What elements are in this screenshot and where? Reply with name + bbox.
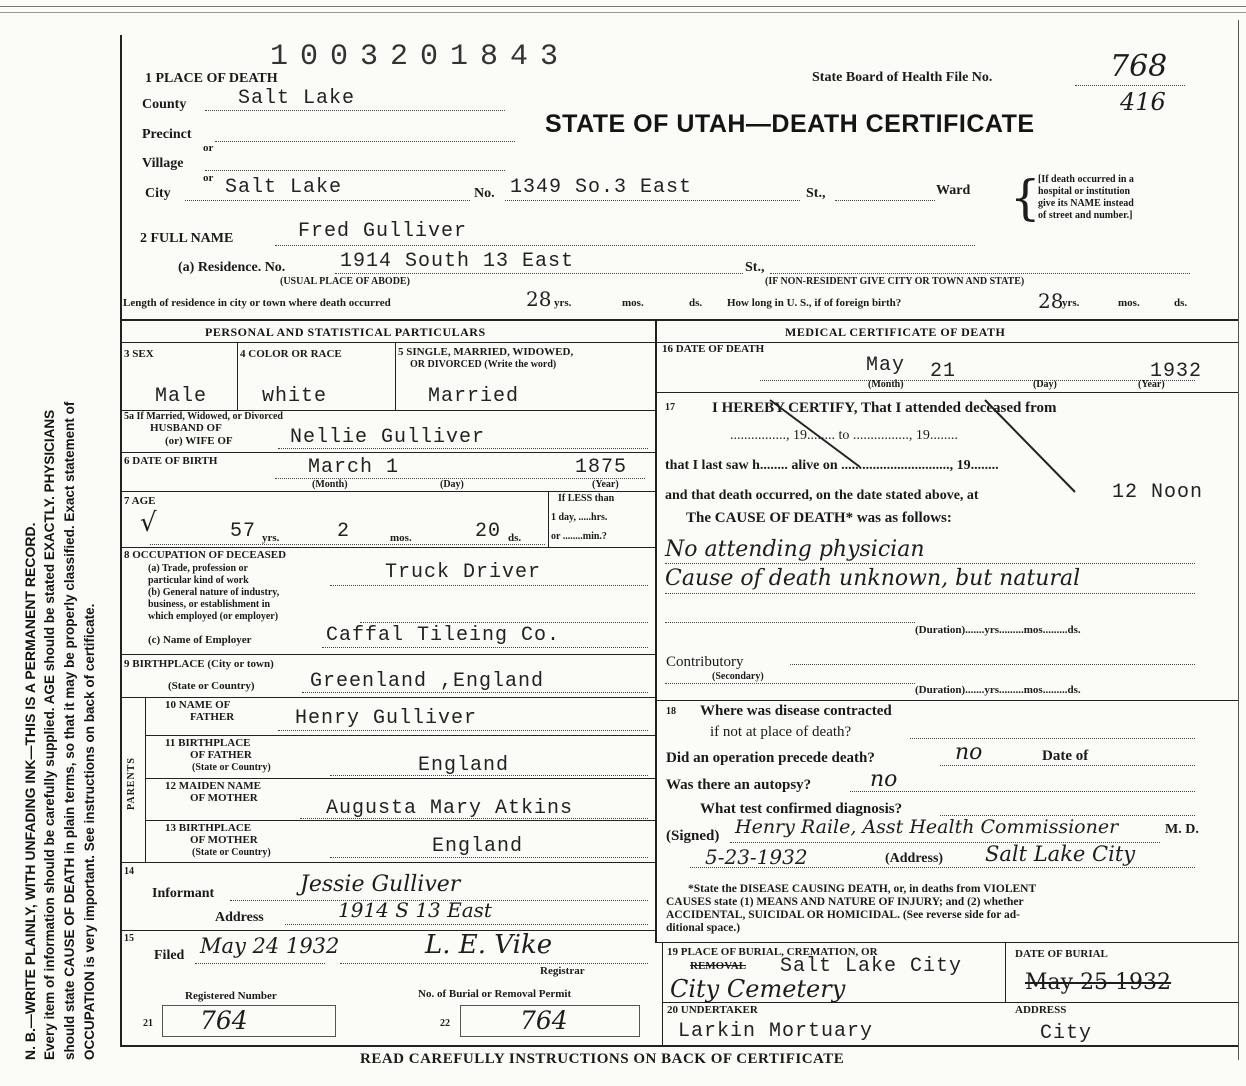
occupation-b-2: business, or establishment in (148, 599, 271, 610)
cause-label: The CAUSE OF DEATH* was as follows: (686, 510, 952, 526)
margin-note-4: OCCUPATION is very important. See instructions on back of certificate. (82, 603, 97, 1060)
length-yrs-label: yrs. (554, 297, 572, 309)
mother-line (300, 818, 648, 819)
nonresident-note: (IF NON-RESIDENT GIVE CITY OR TOWN AND STATE) (765, 276, 1025, 287)
father-bp-label-3: (State or Country) (192, 762, 271, 773)
death-month-caption: (Month) (868, 379, 904, 390)
birthplace-line (302, 692, 648, 693)
street-line (505, 200, 800, 201)
registrar-signature: L. E. Vike (425, 930, 553, 960)
marital-value: Married (428, 385, 520, 408)
burial-date-label: DATE OF BURIAL (1015, 948, 1108, 960)
row-informant-bottom (120, 930, 655, 931)
residence-line (335, 273, 743, 274)
birthplace-label: 9 BIRTHPLACE (City or town) (124, 658, 274, 670)
duration-1: (Duration).......yrs.........mos.........ds. (915, 624, 1081, 636)
occupation-b-3: which employed (or employer) (148, 611, 279, 622)
employer-value: Caffal Tileing Co. (326, 624, 561, 647)
where-number: 18 (666, 706, 676, 717)
father-label-2: FATHER (190, 711, 235, 723)
father-bp-line (330, 775, 648, 776)
undertaker-label: 20 UNDERTAKER (667, 1004, 758, 1016)
brace: { (1010, 170, 1041, 226)
undertaker-address-label: ADDRESS (1015, 1004, 1067, 1016)
village-line (205, 170, 505, 171)
color-label: 4 COLOR OR RACE (240, 348, 342, 360)
row-burial-bottom (662, 1002, 1238, 1003)
where-contracted-2: if not at place of death? (710, 724, 852, 740)
less-than-2: 1 day, .....hrs. (551, 512, 608, 523)
where-contracted-1: Where was disease contracted (700, 703, 892, 719)
mother-bp-value: England (432, 835, 524, 858)
burial-date-divider (1005, 942, 1006, 1002)
age-label: 7 AGE (124, 495, 156, 507)
or-2: or (203, 172, 214, 184)
note-3: ACCIDENTAL, SUICIDAL OR HOMICIDAL. (See reverse side for ad- (666, 909, 1020, 921)
foreign-years: 28 (1038, 289, 1064, 313)
row-occupation-bottom (120, 654, 655, 655)
abode-note: (USUAL PLACE OF ABODE) (280, 276, 410, 287)
burial-label-2: REMOVAL (690, 960, 747, 972)
contributory-rule-2 (665, 683, 915, 684)
mother-bp-label-2: OF MOTHER (190, 834, 258, 846)
row-mother-bp-bottom (120, 862, 655, 863)
row-burial-top (655, 942, 1238, 943)
cause-line-3-rule (665, 622, 915, 623)
dob-month-day: March 1 (308, 456, 400, 479)
less-than-3: or ........min.? (551, 531, 607, 542)
burial-permit-label: No. of Burial or Removal Permit (418, 988, 572, 1000)
undertaker-address: City (1040, 1022, 1093, 1045)
scan-edge-top-2 (0, 12, 1246, 13)
county-line (205, 110, 505, 111)
ward-pre-line (835, 200, 935, 201)
filed-number: 15 (124, 933, 134, 944)
registered-number-label: Registered Number (185, 990, 277, 1002)
cause-line-1-rule (665, 563, 1195, 564)
right-frame (1238, 20, 1239, 1060)
row-father-bottom (145, 735, 655, 736)
certify-text: I HEREBY CERTIFY, That I attended deceased from (712, 400, 1057, 416)
sex-divider (237, 342, 238, 410)
autopsy-rule (850, 791, 1195, 792)
foreign-ds-label: ds. (1174, 297, 1188, 309)
medical-heading: MEDICAL CERTIFICATE OF DEATH (785, 325, 1006, 339)
age-months: 2 (337, 520, 351, 543)
hospital-note-3: give its NAME instead (1038, 198, 1134, 209)
death-occurred: and that death occurred, on the date stated above, at (665, 488, 979, 503)
st-label: St., (806, 186, 826, 201)
precinct-label: Precinct (142, 127, 192, 142)
spouse-label-3: (or) WIFE OF (165, 435, 233, 447)
file-number-secondary: 416 (1120, 88, 1166, 116)
left-frame (120, 35, 122, 1045)
filed-label: Filed (154, 948, 185, 963)
burial-outer-left (662, 942, 663, 1045)
age-days: 20 (475, 520, 502, 543)
certify-number: 17 (665, 402, 675, 413)
filed-line (195, 963, 325, 964)
signed-address-label: (Address) (885, 851, 944, 866)
mother-bp-label-1: 13 BIRTHPLACE (165, 822, 252, 834)
hospital-note-1: [If death occurred in a (1038, 174, 1134, 185)
signed-address: Salt Lake City (985, 842, 1136, 866)
ward-label: Ward (936, 183, 971, 198)
length-mos-label: mos. (622, 297, 644, 309)
full-name-value: Fred Gulliver (298, 220, 468, 243)
mother-bp-label-3: (State or Country) (192, 847, 271, 858)
file-number-label: State Board of Health File No. (812, 70, 993, 85)
informant-address-value: 1914 S 13 East (338, 898, 492, 922)
attended-dates: ................, 19........ to ................, 19........ (730, 428, 958, 443)
cause-line-2: Cause of death unknown, but natural (665, 566, 1081, 591)
death-month: May (866, 354, 906, 377)
personal-head-line (120, 342, 655, 343)
father-value: Henry Gulliver (295, 707, 478, 730)
parents-divider (145, 697, 146, 862)
sex-value: Male (155, 385, 208, 408)
age-mos-label: mos. (390, 532, 412, 544)
mother-value: Augusta Mary Atkins (326, 797, 574, 820)
mother-bp-line (330, 857, 648, 858)
cause-line-1: No attending physician (665, 537, 925, 562)
grid-top (120, 319, 1238, 321)
father-label-1: 10 NAME OF (165, 699, 231, 711)
spouse-label-2: HUSBAND OF (150, 422, 222, 434)
or-1: or (203, 142, 214, 154)
registrar-line (340, 963, 648, 964)
occupation-a-2: particular kind of work (148, 575, 249, 586)
burial-permit-number: 764 (520, 1006, 568, 1035)
residence-st-label: St., (745, 260, 765, 275)
undertaker-value: Larkin Mortuary (678, 1020, 874, 1043)
street-value: 1349 So.3 East (510, 176, 693, 199)
death-time: 12 Noon (1112, 481, 1204, 504)
footer-bottom-line (120, 1045, 1238, 1047)
informant-address-label: Address (215, 910, 264, 925)
city-label: City (145, 186, 171, 201)
certificate-title: STATE OF UTAH—DEATH CERTIFICATE (545, 110, 1035, 138)
length-residence-label: Length of residence in city or town where death occurred (123, 297, 391, 309)
occupation-b-1: (b) General nature of industry, (148, 587, 280, 598)
autopsy-value: no (870, 767, 898, 792)
age-less-divider (548, 491, 549, 547)
employer-line (322, 647, 648, 648)
death-year-caption: (Year) (1138, 379, 1165, 390)
informant-value: Jessie Gulliver (300, 872, 461, 897)
residence-value: 1914 South 13 East (340, 250, 575, 273)
full-name-line (275, 245, 975, 246)
color-value: white (262, 385, 328, 408)
signed-value: Henry Raile, Asst Health Commissioner (735, 816, 1119, 838)
operation-rule (940, 765, 1195, 766)
operation-value: no (955, 740, 983, 765)
marital-label-1: 5 SINGLE, MARRIED, WIDOWED, (398, 346, 574, 358)
county-label: County (142, 97, 187, 112)
age-yrs-label: yrs. (262, 532, 280, 544)
street-no-label: No. (474, 186, 495, 201)
age-years: 57 (230, 520, 257, 543)
employer-label: (c) Name of Employer (148, 634, 252, 646)
contributory-label: Contributory (666, 654, 744, 670)
city-value: Salt Lake (225, 176, 343, 199)
date-of-death-label: 16 DATE OF DEATH (662, 343, 765, 355)
death-date-line (760, 380, 1195, 381)
row-father-bp-bottom (145, 778, 655, 779)
father-line (278, 730, 648, 731)
informant-number: 14 (124, 866, 134, 877)
contributory-rule (790, 664, 1195, 665)
dob-label: 6 DATE OF BIRTH (124, 455, 218, 467)
margin-note-1: N. B.—WRITE PLAINLY, WITH UNFADING INK—THIS IS A PERMANENT RECORD. (22, 522, 38, 1060)
registered-number-box (162, 1005, 336, 1037)
md-label: M. D. (1165, 822, 1199, 837)
note-2: CAUSES state (1) MEANS AND NATURE OF INJURY; and (2) whether (666, 896, 1024, 908)
test-label: What test confirmed diagnosis? (700, 801, 903, 817)
operation-date-label: Date of (1042, 748, 1089, 764)
filed-date: May 24 1932 (200, 934, 340, 958)
row-birthplace-bottom (120, 697, 655, 698)
spouse-value: Nellie Gulliver (290, 426, 486, 449)
serial-number: 1003201843 (270, 40, 571, 74)
occupation-line (330, 585, 648, 586)
marital-label-2: OR DIVORCED (Write the word) (410, 359, 557, 370)
age-line (150, 544, 545, 545)
margin-note-2: Every item of information should be carefully supplied. AGE should be stated EXACTLY. PHYSICIANS (42, 409, 57, 1060)
occupation-a-1: (a) Trade, profession or (148, 563, 248, 574)
county-value: Salt Lake (238, 87, 356, 110)
occupation-value: Truck Driver (385, 561, 542, 584)
cemetery: City Cemetery (670, 975, 846, 1003)
father-bp-value: England (418, 754, 510, 777)
informant-address-line (285, 924, 648, 925)
death-day: 21 (930, 360, 957, 383)
registrar-label: Registrar (540, 965, 585, 977)
mother-label-1: 12 MAIDEN NAME (165, 780, 261, 792)
mother-label-2: OF MOTHER (190, 792, 258, 804)
signed-address-rule (690, 867, 1195, 868)
burial-permit-tag: 22 (440, 1018, 450, 1029)
note-1: *State the DISEASE CAUSING DEATH, or, in deaths from VIOLENT (688, 883, 1037, 895)
length-ds-label: ds. (689, 297, 703, 309)
dob-day-caption: (Day) (440, 479, 464, 490)
note-4: ditional space.) (666, 922, 741, 934)
death-year: 1932 (1150, 360, 1203, 383)
industry-line (360, 622, 648, 623)
hospital-note-4: of street and number.] (1038, 210, 1133, 221)
row-age-bottom (120, 547, 655, 548)
secondary-label: (Secondary) (712, 671, 764, 682)
burial-place: Salt Lake City (780, 955, 963, 978)
village-label: Village (142, 156, 184, 171)
birthplace-value: Greenland ,England (310, 670, 545, 693)
hospital-note-2: hospital or institution (1038, 186, 1131, 197)
dob-year: 1875 (575, 456, 628, 479)
birthplace-state-label: (State or Country) (168, 680, 255, 692)
row-dob-bottom (120, 491, 655, 492)
autopsy-label: Was there an autopsy? (666, 777, 812, 793)
father-bp-label-2: OF FATHER (190, 749, 252, 761)
foreign-mos-label: mos. (1118, 297, 1140, 309)
row-cause-bottom (655, 700, 1238, 701)
parents-tag: PARENTS (126, 757, 137, 810)
last-saw: that I last saw h........ alive on ..............................., 19........ (665, 458, 999, 473)
where-rule (910, 738, 1195, 739)
residence-label: (a) Residence. No. (178, 260, 286, 275)
row-mother-bottom (145, 820, 655, 821)
spouse-label-1: 5a If Married, Widowed, or Divorced (124, 411, 283, 422)
less-than-1: If LESS than (558, 493, 615, 504)
full-name-label: 2 FULL NAME (140, 231, 234, 246)
sex-label: 3 SEX (124, 348, 154, 360)
city-line (185, 200, 470, 201)
cause-line-2-rule (665, 593, 1195, 594)
file-number: 768 (1110, 49, 1168, 84)
father-bp-label-1: 11 BIRTHPLACE (165, 737, 251, 749)
death-day-caption: (Day) (1033, 379, 1057, 390)
duration-2: (Duration).......yrs.........mos.........ds. (915, 684, 1081, 696)
age-check: √ (140, 508, 157, 538)
foreign-birth-label: How long in U. S., if of foreign birth? (727, 297, 902, 309)
signed-label: (Signed) (666, 828, 720, 844)
informant-label: Informant (152, 886, 215, 901)
registered-number-tag: 21 (143, 1018, 153, 1029)
age-ds-label: ds. (508, 532, 522, 544)
occupation-label: 8 OCCUPATION OF DECEASED (124, 549, 287, 561)
length-years: 28 (526, 287, 552, 311)
operation-label: Did an operation precede death? (666, 750, 875, 766)
burial-label-1: 19 PLACE OF BURIAL, CREMATION, OR (667, 946, 878, 958)
place-of-death-label: 1 PLACE OF DEATH (145, 71, 278, 86)
margin-note-3: should state CAUSE OF DEATH in plain terms, so that it may be properly classified. Exact statement of (62, 401, 77, 1060)
scan-edge-top (0, 6, 1246, 7)
dob-month-caption: (Month) (312, 479, 348, 490)
foreign-yrs-label: yrs. (1062, 297, 1080, 309)
personal-heading: PERSONAL AND STATISTICAL PARTICULARS (205, 325, 486, 339)
residence-line-2 (770, 273, 1190, 274)
instructions-note: READ CAREFULLY INSTRUCTIONS ON BACK OF CERTIFICATE (360, 1051, 845, 1067)
registered-number: 764 (200, 1006, 248, 1035)
color-divider (395, 342, 396, 410)
row-spouse-bottom (120, 452, 655, 453)
precinct-line (215, 141, 515, 142)
file-number-line (1075, 85, 1185, 86)
signed-date: 5-23-1932 (705, 845, 808, 869)
burial-date: May 25 1932 (1025, 970, 1172, 995)
dob-year-caption: (Year) (592, 479, 619, 490)
strike-lines (655, 392, 1238, 532)
